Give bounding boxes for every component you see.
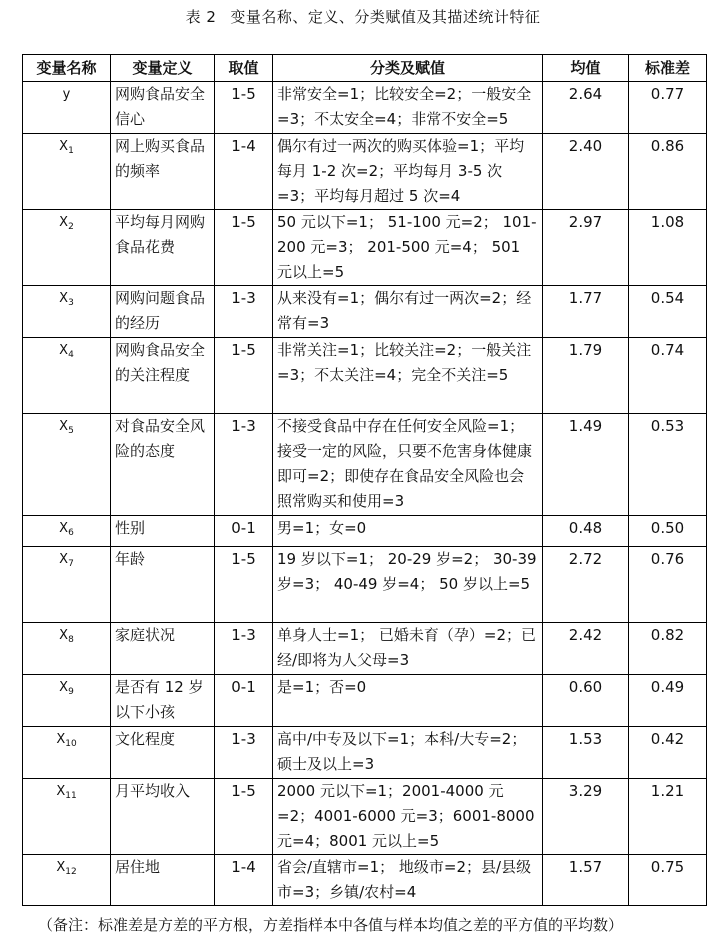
cell-range: 1-5: [215, 779, 273, 855]
cell-range: 1-3: [215, 286, 273, 338]
variable-subscript: 1: [68, 146, 74, 156]
header-range: 取值: [215, 55, 273, 82]
cell-sd: 0.74: [629, 338, 707, 414]
cell-range: 1-3: [215, 623, 273, 675]
cell-variable-name: [23, 134, 111, 210]
variable-symbol: X: [59, 628, 69, 643]
cell-categories: 不接受食品中存在任何安全风险=1；接受一定的风险，只要不危害身体健康即可=2；即使存在食品安全风险也会照常购买和使用=3: [273, 414, 543, 516]
table-row: [23, 727, 707, 779]
cell-sd: 0.54: [629, 286, 707, 338]
cell-mean: 0.48: [543, 516, 629, 547]
cell-mean: 2.40: [543, 134, 629, 210]
cell-definition: 网购食品安全信心: [111, 82, 215, 134]
cell-range: 1-4: [215, 855, 273, 906]
cell-range: 1-5: [215, 338, 273, 414]
cell-range: 1-4: [215, 134, 273, 210]
cell-categories: 19 岁以下=1； 20-29 岁=2； 30-39 岁=3； 40-49 岁=4； 50 岁以上=5: [273, 547, 543, 623]
cell-definition: 平均每月网购食品花费: [111, 210, 215, 286]
variable-table: [22, 54, 707, 906]
cell-sd: 0.49: [629, 675, 707, 727]
cell-mean: 2.64: [543, 82, 629, 134]
cell-range: 1-3: [215, 727, 273, 779]
table-row: [23, 82, 707, 134]
table-header-row: [23, 55, 707, 82]
cell-variable-name: [23, 675, 111, 727]
cell-mean: 3.29: [543, 779, 629, 855]
variable-subscript: 9: [68, 687, 74, 697]
variable-symbol: X: [59, 680, 69, 695]
cell-variable-name: [23, 414, 111, 516]
variable-subscript: 11: [65, 791, 77, 801]
cell-categories: 是=1；否=0: [273, 675, 543, 727]
table-row: [23, 675, 707, 727]
variable-subscript: 3: [68, 298, 74, 308]
table-number: 表 2: [185, 8, 217, 26]
variable-symbol: X: [56, 784, 66, 799]
table-row: [23, 547, 707, 623]
table-row: [23, 286, 707, 338]
variable-subscript: 8: [68, 635, 74, 645]
header-definition: 变量定义: [111, 55, 215, 82]
table-note: （备注：标准差是方差的平方根，方差指样本中各值与样本均值之差的平方值的平均数）: [38, 916, 624, 934]
table-row: [23, 414, 707, 516]
cell-variable-name: [23, 779, 111, 855]
cell-variable-name: [23, 855, 111, 906]
table-row: [23, 134, 707, 210]
cell-definition: 网上购买食品的频率: [111, 134, 215, 210]
cell-categories: 偶尔有过一两次的购买体验=1；平均每月 1-2 次=2；平均每月 3-5 次=3；平均每月超过 5 次=4: [273, 134, 543, 210]
variable-symbol: y: [62, 87, 71, 102]
variable-symbol: X: [59, 552, 69, 567]
cell-mean: 2.72: [543, 547, 629, 623]
cell-range: 0-1: [215, 516, 273, 547]
cell-variable-name: [23, 516, 111, 547]
cell-variable-name: [23, 210, 111, 286]
cell-categories: 男=1；女=0: [273, 516, 543, 547]
cell-sd: 0.82: [629, 623, 707, 675]
cell-mean: 1.77: [543, 286, 629, 338]
variable-subscript: 6: [68, 528, 74, 538]
header-categories: 分类及赋值: [273, 55, 543, 82]
cell-definition: 对食品安全风险的态度: [111, 414, 215, 516]
cell-definition: 网购食品安全的关注程度: [111, 338, 215, 414]
variable-subscript: 10: [65, 739, 77, 749]
cell-categories: 单身人士=1； 已婚未育（孕）=2；已经/即将为人父母=3: [273, 623, 543, 675]
header-mean: 均值: [543, 55, 629, 82]
cell-variable-name: [23, 547, 111, 623]
variable-symbol: X: [59, 521, 69, 536]
cell-variable-name: [23, 82, 111, 134]
table-row: [23, 338, 707, 414]
cell-mean: 1.57: [543, 855, 629, 906]
table-title: 变量名称、定义、分类赋值及其描述统计特征: [230, 8, 541, 26]
cell-sd: 1.21: [629, 779, 707, 855]
table-caption: [0, 6, 726, 27]
cell-categories: 50 元以下=1； 51-100 元=2； 101-200 元=3； 201-500 元=4； 501 元以上=5: [273, 210, 543, 286]
variable-symbol: X: [59, 215, 69, 230]
variable-symbol: X: [56, 732, 66, 747]
variable-subscript: 12: [65, 867, 77, 877]
cell-definition: 文化程度: [111, 727, 215, 779]
cell-mean: 1.53: [543, 727, 629, 779]
variable-subscript: 2: [68, 222, 74, 232]
cell-sd: 0.50: [629, 516, 707, 547]
cell-mean: 2.97: [543, 210, 629, 286]
cell-definition: 年龄: [111, 547, 215, 623]
cell-sd: 0.75: [629, 855, 707, 906]
cell-definition: 月平均收入: [111, 779, 215, 855]
table-row: [23, 210, 707, 286]
header-sd: 标准差: [629, 55, 707, 82]
cell-sd: 0.77: [629, 82, 707, 134]
cell-mean: 1.79: [543, 338, 629, 414]
cell-definition: 是否有 12 岁以下小孩: [111, 675, 215, 727]
cell-variable-name: [23, 623, 111, 675]
table-row: [23, 623, 707, 675]
cell-categories: 从来没有=1；偶尔有过一两次=2；经常有=3: [273, 286, 543, 338]
cell-definition: 网购问题食品的经历: [111, 286, 215, 338]
variable-subscript: 5: [68, 426, 74, 436]
cell-categories: 高中/中专及以下=1；本科/大专=2；硕士及以上=3: [273, 727, 543, 779]
table-row: [23, 779, 707, 855]
cell-sd: 0.42: [629, 727, 707, 779]
cell-mean: 2.42: [543, 623, 629, 675]
header-variable-name: 变量名称: [23, 55, 111, 82]
variable-symbol: X: [59, 139, 69, 154]
cell-sd: 0.86: [629, 134, 707, 210]
cell-variable-name: [23, 727, 111, 779]
cell-definition: 居住地: [111, 855, 215, 906]
variable-subscript: 7: [68, 559, 74, 569]
table-row: [23, 516, 707, 547]
variable-subscript: 4: [68, 350, 74, 360]
cell-sd: 1.08: [629, 210, 707, 286]
cell-categories: 省会/直辖市=1； 地级市=2；县/县级市=3；乡镇/农村=4: [273, 855, 543, 906]
cell-mean: 0.60: [543, 675, 629, 727]
cell-categories: 2000 元以下=1；2001-4000 元=2；4001-6000 元=3；6001-8000 元=4；8001 元以上=5: [273, 779, 543, 855]
table-row: [23, 855, 707, 906]
cell-definition: 家庭状况: [111, 623, 215, 675]
cell-definition: 性别: [111, 516, 215, 547]
variable-symbol: X: [59, 291, 69, 306]
cell-categories: 非常关注=1；比较关注=2；一般关注=3；不太关注=4；完全不关注=5: [273, 338, 543, 414]
variable-symbol: X: [59, 419, 69, 434]
cell-range: 0-1: [215, 675, 273, 727]
cell-range: 1-5: [215, 82, 273, 134]
cell-range: 1-5: [215, 547, 273, 623]
cell-categories: 非常安全=1；比较安全=2；一般安全=3；不太安全=4；非常不安全=5: [273, 82, 543, 134]
cell-variable-name: [23, 338, 111, 414]
cell-variable-name: [23, 286, 111, 338]
variable-symbol: X: [59, 343, 69, 358]
variable-symbol: X: [56, 860, 66, 875]
cell-range: 1-5: [215, 210, 273, 286]
cell-sd: 0.53: [629, 414, 707, 516]
cell-range: 1-3: [215, 414, 273, 516]
cell-sd: 0.76: [629, 547, 707, 623]
cell-mean: 1.49: [543, 414, 629, 516]
